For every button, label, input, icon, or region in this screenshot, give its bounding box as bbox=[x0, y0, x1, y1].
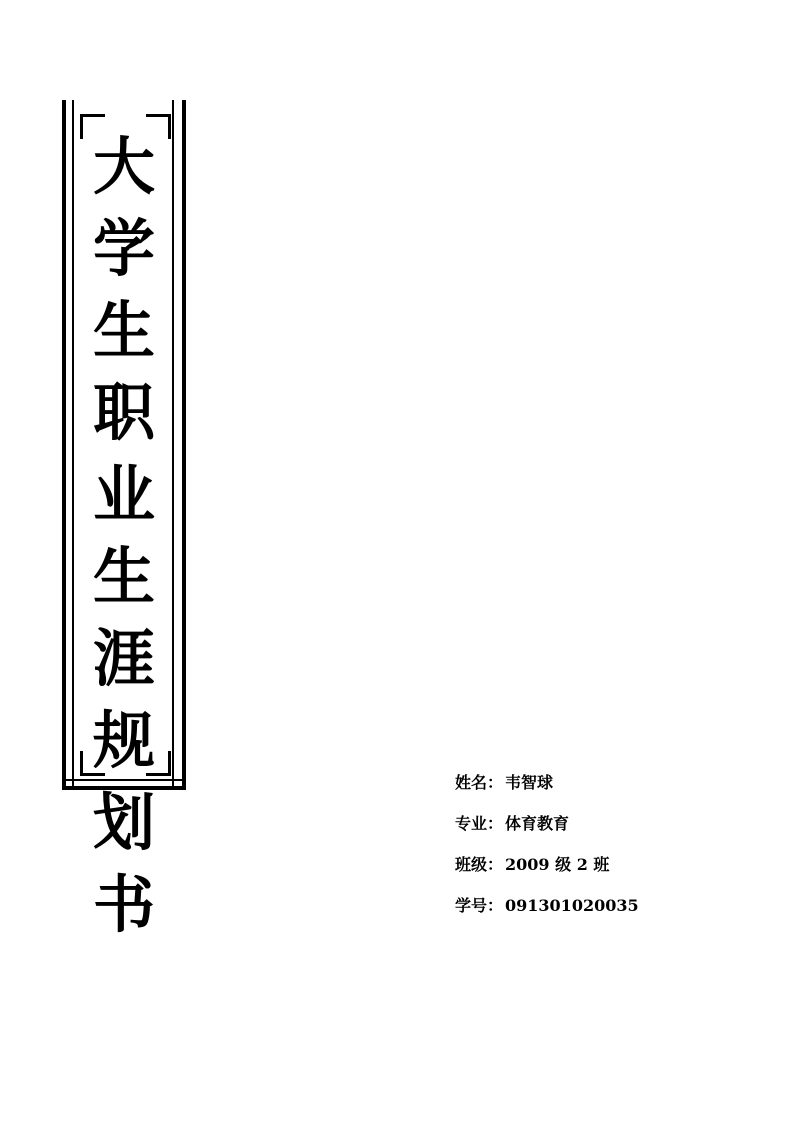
page-title: 大学生职业生涯规划书 bbox=[92, 130, 155, 941]
info-value-class: 2009 级 2 班 bbox=[505, 855, 610, 874]
info-label-name: 姓名： bbox=[455, 773, 504, 792]
info-row-student-id bbox=[455, 885, 755, 926]
student-info-block bbox=[455, 762, 755, 926]
info-value-student-id: 091301020035 bbox=[505, 896, 639, 915]
info-label-student-id: 学号： bbox=[455, 896, 504, 915]
info-value-major: 体育教育 bbox=[505, 814, 570, 833]
info-value-name: 韦智球 bbox=[505, 773, 554, 792]
vertical-title-frame bbox=[62, 100, 186, 941]
info-row-class bbox=[455, 844, 755, 885]
info-label-class: 班级： bbox=[455, 855, 504, 874]
info-label-major: 专业： bbox=[455, 814, 504, 833]
frame-rule-right-inner bbox=[172, 100, 174, 790]
frame-rule-left-outer bbox=[62, 100, 66, 790]
frame-rule-left-inner bbox=[72, 100, 74, 790]
frame-rule-right-outer bbox=[182, 100, 186, 790]
info-row-name bbox=[455, 762, 755, 803]
info-row-major bbox=[455, 803, 755, 844]
